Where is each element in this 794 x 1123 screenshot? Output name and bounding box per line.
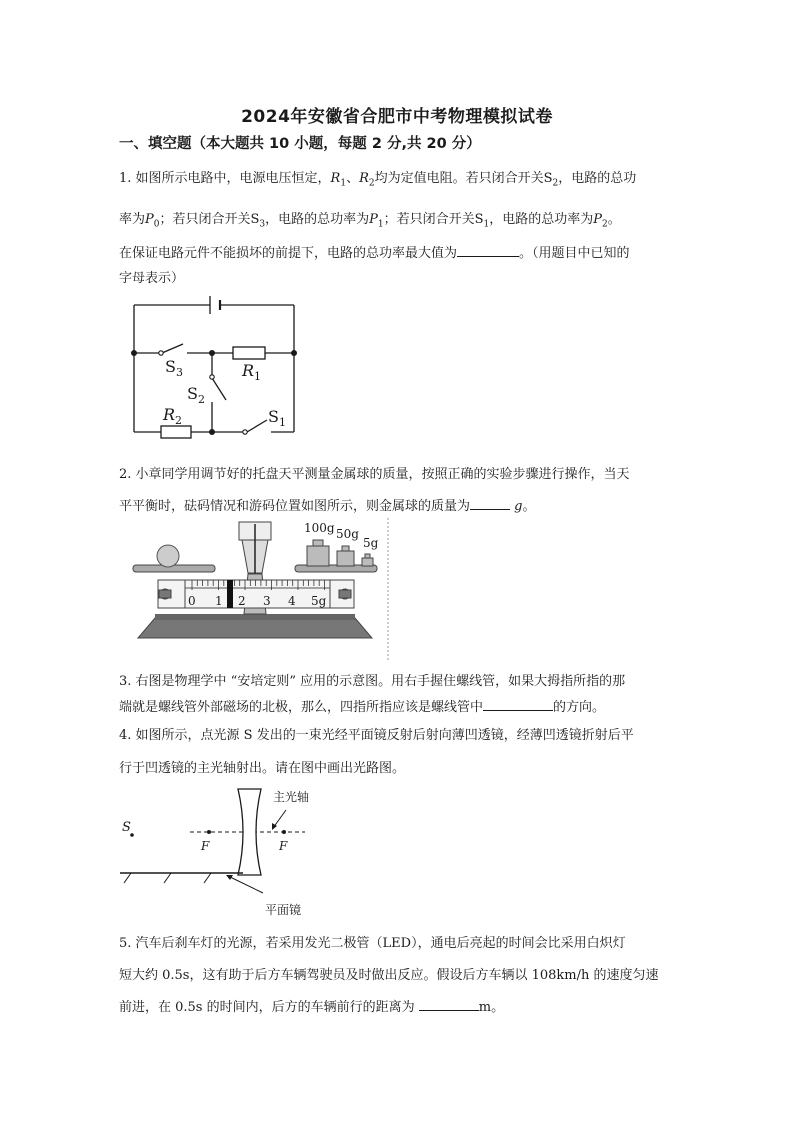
q1-line2: 率为$P_0$；若只闭合开关$S_3$，电路的总功率为$P_1$；若只闭合开关$S_1$，电路的总功率为$P_2$。 (119, 212, 621, 230)
scale-label-5g: 5g (311, 594, 327, 608)
q3-line1: 3. 右图是物理学中 “安培定则” 应用的示意图。用右手握住螺线管，如果大拇指所指的那 (119, 674, 626, 689)
focal-label-right: F (279, 839, 288, 853)
scale-label-3: 3 (263, 594, 271, 608)
exam-title: 2024年安徽省合肥市中考物理模拟试卷 (241, 107, 553, 127)
focal-label-left: F (201, 839, 210, 853)
answer-blank-q3[interactable] (483, 697, 553, 711)
mirror-label: 平面镜 (265, 903, 302, 917)
q2-line1: 2. 小章同学用调节好的托盘天平测量金属球的质量，按照正确的实验步骤进行操作，当天 (119, 467, 630, 482)
concave-lens-figure (115, 785, 330, 920)
section-heading: 一、填空题（本大题共 10 小题，每题 2 分,共 20 分） (119, 136, 481, 152)
label-s1: $S_1$ (268, 407, 286, 429)
source-label-s: S (122, 820, 131, 835)
q2-line2: 平平衡时，砝码情况和游码位置如图所示，则金属球的质量为 g。 (119, 495, 536, 514)
q1-line3: 在保证电路元件不能损坏的前提下，电路的总功率最大值为 。（用题目中已知的 (119, 242, 630, 261)
axis-label: 主光轴 (273, 790, 310, 804)
balance-figure (130, 518, 392, 660)
answer-blank-q2[interactable] (470, 496, 510, 510)
circuit-diagram (125, 292, 305, 442)
answer-blank-q1[interactable] (457, 243, 519, 257)
label-s2: $S_2$ (187, 384, 205, 406)
q4-line2: 行于凹透镜的主光轴射出。请在图中画出光路图。 (119, 761, 406, 776)
scale-label-4: 4 (288, 594, 296, 608)
scale-label-2: 2 (238, 594, 246, 608)
label-r2: $R_2$ (163, 405, 183, 427)
q5-line1: 5. 汽车后刹车灯的光源，若采用发光二极管（LED），通电后亮起的时间会比采用白炽灯 (119, 936, 626, 951)
weight-label-50g: 50g (336, 527, 359, 541)
scale-label-1: 1 (215, 594, 223, 608)
q1-line1: 1. 如图所示电路中，电源电压恒定，$R_1$、$R_2$均为定值电阻。若只闭合开关$S_2$，电路的总功 (119, 171, 637, 189)
q5-line2: 短大约 0.5s，这有助于后方车辆驾驶员及时做出反应。假设后方车辆以 108km/h 的速度匀速 (119, 968, 659, 983)
weight-label-100g: 100g (304, 521, 335, 535)
q1-line4: 字母表示） (119, 271, 185, 286)
weight-label-5g: 5g (363, 536, 379, 550)
label-s3: $S_3$ (165, 357, 183, 379)
q3-line2: 端就是螺线管外部磁场的北极，那么，四指所指应该是螺线管中 的方向。 (119, 696, 605, 715)
scale-label-0: 0 (188, 594, 196, 608)
label-r1: $R_1$ (242, 361, 262, 383)
q5-line3: 前进，在 0.5s 的时间内，后方的车辆前行的距离为 m。 (119, 996, 504, 1015)
answer-blank-q5[interactable] (419, 997, 479, 1011)
q4-line1: 4. 如图所示，点光源 S 发出的一束光经平面镜反射后射向薄凹透镜，经薄凹透镜折射后平 (119, 728, 634, 743)
